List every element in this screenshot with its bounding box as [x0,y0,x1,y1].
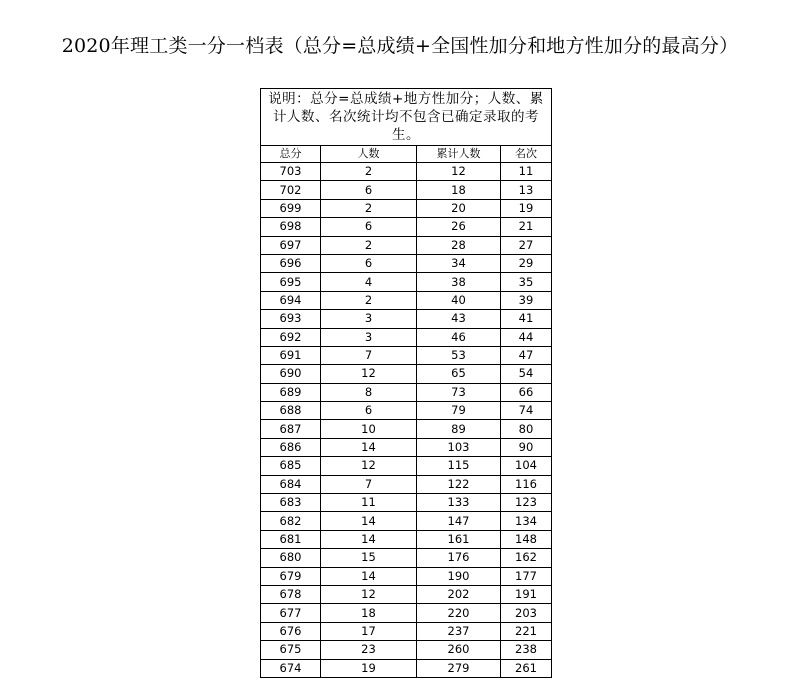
column-header-score: 总分 [261,146,321,163]
table-body [261,163,552,678]
cell-rank: 11 [501,163,552,181]
cell-count: 3 [321,328,417,346]
cell-cumulative: 202 [417,585,501,603]
table-row [261,328,552,346]
cell-score: 690 [261,365,321,383]
cell-count: 14 [321,567,417,585]
table-row [261,530,552,548]
cell-score: 699 [261,199,321,217]
cell-cumulative: 122 [417,475,501,493]
cell-cumulative: 73 [417,383,501,401]
cell-rank: 27 [501,236,552,254]
cell-cumulative: 220 [417,604,501,622]
cell-rank: 80 [501,420,552,438]
table-row [261,236,552,254]
cell-score: 685 [261,457,321,475]
cell-count: 14 [321,512,417,530]
cell-rank: 74 [501,402,552,420]
cell-score: 691 [261,346,321,364]
table-note-row [261,89,552,146]
cell-count: 6 [321,254,417,272]
cell-score: 680 [261,549,321,567]
cell-count: 2 [321,236,417,254]
column-header-count: 人数 [321,146,417,163]
cell-cumulative: 28 [417,236,501,254]
table-row [261,512,552,530]
cell-rank: 21 [501,218,552,236]
column-header-cumulative: 累计人数 [417,146,501,163]
cell-cumulative: 40 [417,291,501,309]
cell-score: 703 [261,163,321,181]
cell-rank: 203 [501,604,552,622]
cell-cumulative: 115 [417,457,501,475]
cell-count: 2 [321,291,417,309]
column-header-rank: 名次 [501,146,552,163]
cell-rank: 177 [501,567,552,585]
cell-cumulative: 190 [417,567,501,585]
table-row [261,475,552,493]
cell-score: 679 [261,567,321,585]
table-header-row [261,146,552,163]
score-distribution-table [260,88,552,678]
cell-rank: 39 [501,291,552,309]
table-row [261,641,552,659]
table-row [261,365,552,383]
table-row [261,622,552,640]
cell-count: 15 [321,549,417,567]
cell-rank: 134 [501,512,552,530]
cell-cumulative: 53 [417,346,501,364]
cell-score: 674 [261,659,321,677]
table-row [261,457,552,475]
cell-rank: 13 [501,181,552,199]
table-row [261,310,552,328]
cell-count: 12 [321,365,417,383]
cell-rank: 66 [501,383,552,401]
cell-score: 689 [261,383,321,401]
cell-count: 23 [321,641,417,659]
cell-score: 683 [261,494,321,512]
cell-rank: 162 [501,549,552,567]
table-row [261,659,552,677]
table-row [261,254,552,272]
table-row [261,163,552,181]
cell-score: 702 [261,181,321,199]
cell-cumulative: 38 [417,273,501,291]
cell-cumulative: 279 [417,659,501,677]
page-title: 2020年理工类一分一档表（总分=总成绩+全国性加分和地方性加分的最高分） [61,35,739,57]
cell-count: 7 [321,475,417,493]
cell-cumulative: 26 [417,218,501,236]
cell-cumulative: 65 [417,365,501,383]
cell-cumulative: 176 [417,549,501,567]
cell-cumulative: 133 [417,494,501,512]
table-row [261,494,552,512]
table-row [261,383,552,401]
cell-score: 697 [261,236,321,254]
cell-cumulative: 34 [417,254,501,272]
cell-count: 18 [321,604,417,622]
cell-cumulative: 46 [417,328,501,346]
cell-rank: 29 [501,254,552,272]
cell-count: 17 [321,622,417,640]
cell-count: 11 [321,494,417,512]
cell-score: 681 [261,530,321,548]
cell-score: 695 [261,273,321,291]
cell-rank: 19 [501,199,552,217]
cell-rank: 148 [501,530,552,548]
cell-rank: 221 [501,622,552,640]
cell-cumulative: 43 [417,310,501,328]
cell-score: 686 [261,438,321,456]
cell-score: 678 [261,585,321,603]
table-row [261,181,552,199]
cell-score: 694 [261,291,321,309]
cell-rank: 238 [501,641,552,659]
cell-count: 14 [321,530,417,548]
cell-score: 693 [261,310,321,328]
table-row [261,567,552,585]
table-row [261,291,552,309]
cell-score: 684 [261,475,321,493]
cell-count: 14 [321,438,417,456]
cell-rank: 261 [501,659,552,677]
cell-count: 6 [321,218,417,236]
table-row [261,273,552,291]
cell-score: 687 [261,420,321,438]
cell-cumulative: 79 [417,402,501,420]
cell-rank: 123 [501,494,552,512]
table-row [261,346,552,364]
cell-count: 19 [321,659,417,677]
cell-score: 698 [261,218,321,236]
cell-score: 682 [261,512,321,530]
cell-rank: 90 [501,438,552,456]
cell-score: 676 [261,622,321,640]
cell-count: 3 [321,310,417,328]
cell-cumulative: 103 [417,438,501,456]
cell-count: 7 [321,346,417,364]
cell-count: 6 [321,181,417,199]
cell-count: 12 [321,585,417,603]
cell-score: 692 [261,328,321,346]
cell-count: 6 [321,402,417,420]
table-row [261,549,552,567]
table-row [261,585,552,603]
cell-score: 696 [261,254,321,272]
cell-cumulative: 237 [417,622,501,640]
cell-cumulative: 89 [417,420,501,438]
cell-rank: 44 [501,328,552,346]
cell-rank: 191 [501,585,552,603]
cell-cumulative: 147 [417,512,501,530]
table-row [261,199,552,217]
cell-cumulative: 18 [417,181,501,199]
cell-score: 677 [261,604,321,622]
cell-rank: 54 [501,365,552,383]
cell-cumulative: 12 [417,163,501,181]
cell-rank: 35 [501,273,552,291]
table-row [261,218,552,236]
cell-count: 4 [321,273,417,291]
table-row [261,420,552,438]
cell-count: 2 [321,163,417,181]
table-note: 说明：总分=总成绩+地方性加分；人数、累计人数、名次统计均不包含已确定录取的考生。 [261,89,552,146]
cell-count: 10 [321,420,417,438]
cell-cumulative: 260 [417,641,501,659]
cell-rank: 41 [501,310,552,328]
table-row [261,438,552,456]
table-row [261,402,552,420]
cell-rank: 47 [501,346,552,364]
cell-rank: 104 [501,457,552,475]
cell-count: 12 [321,457,417,475]
table-row [261,604,552,622]
cell-cumulative: 20 [417,199,501,217]
cell-score: 675 [261,641,321,659]
cell-cumulative: 161 [417,530,501,548]
cell-rank: 116 [501,475,552,493]
cell-count: 2 [321,199,417,217]
cell-count: 8 [321,383,417,401]
cell-score: 688 [261,402,321,420]
